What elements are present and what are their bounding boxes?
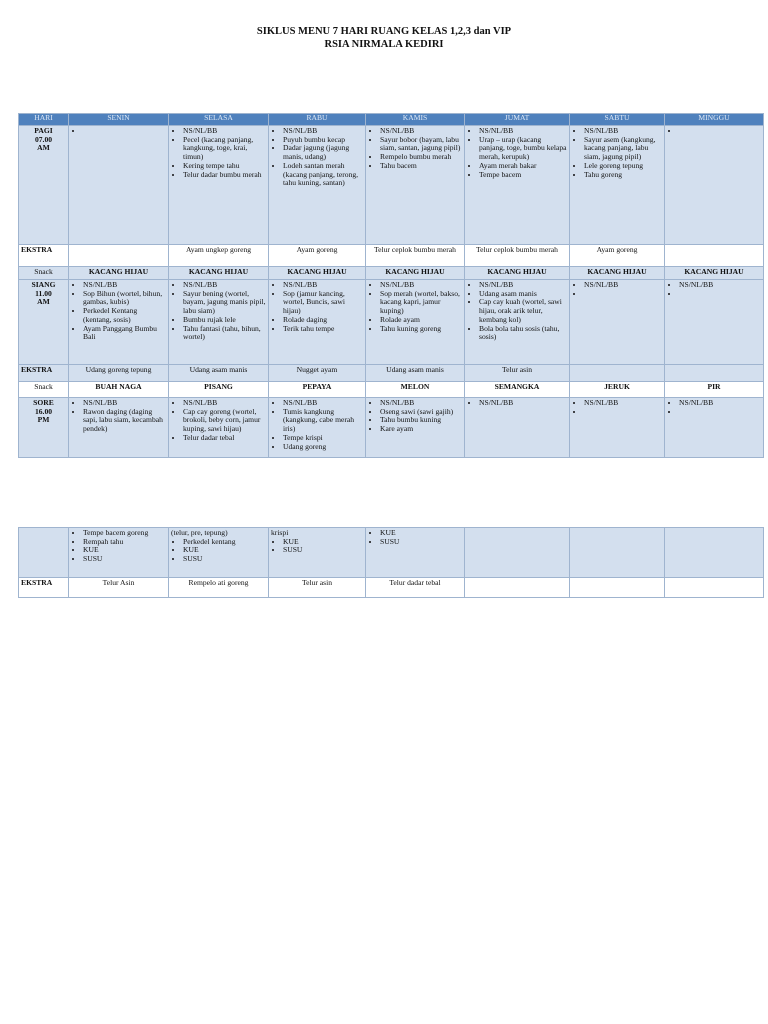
- menu-list: [368, 127, 462, 171]
- list-item: • Dadar jagung (jagung manis, udang): [283, 144, 363, 161]
- menu-list: [171, 538, 266, 564]
- list-item: • NS/NL/BB: [479, 399, 567, 408]
- menu-list: [271, 399, 363, 451]
- list-item: • NS/NL/BB: [83, 399, 166, 408]
- list-item: • NS/NL/BB: [679, 399, 761, 408]
- table-cell: [665, 398, 764, 458]
- list-item: • Puyuh bumbu kecap: [283, 136, 363, 145]
- menu-list: [271, 127, 363, 188]
- table-cell: [366, 398, 465, 458]
- list-item: • Rawon daging (daging sapi, labu siam, kecambah pendek): [83, 408, 166, 434]
- label-line: AM: [37, 143, 50, 153]
- list-item: • Bumbu rujak lele: [183, 316, 266, 325]
- table-cell: [69, 245, 169, 267]
- list-item: • Perkedel kentang: [183, 538, 266, 547]
- menu-list: [271, 538, 363, 555]
- list-item: • NS/NL/BB: [479, 127, 567, 136]
- list-item: • Sayur asem (kangkung, kacang panjang, labu siam, jagung pipil): [584, 136, 662, 162]
- table-cell: Telur Asin: [69, 578, 169, 598]
- column-header: JUMAT: [465, 114, 570, 126]
- list-item: • NS/NL/BB: [679, 281, 761, 290]
- table-cell: [69, 280, 169, 365]
- list-item: • Rolade ayam: [380, 316, 462, 325]
- extra-row: [19, 245, 764, 267]
- menu-list: [71, 281, 166, 342]
- table-cell: [465, 398, 570, 458]
- table-cell: [169, 528, 269, 578]
- cell-text: (telur, pre, tepung): [171, 528, 228, 537]
- list-item: • NS/NL/BB: [283, 399, 363, 408]
- list-item: • Ayam merah bakar: [479, 162, 567, 171]
- column-header: MINGGU: [665, 114, 764, 126]
- menu-list: [171, 281, 266, 342]
- list-item: • Bola bola tahu sosis (tahu, sosis): [479, 325, 567, 342]
- column-header: SENIN: [69, 114, 169, 126]
- list-item: • Sayur bobor (bayam, labu siam, santan, jagung pipil): [380, 136, 462, 153]
- list-item: • Sop merah (wortel, bakso, kacang kapri, jamur kuping): [380, 290, 462, 316]
- list-item: • Oseng sawi (sawi gajih): [380, 408, 462, 417]
- list-item: • Tahu bumbu kuning: [380, 416, 462, 425]
- table-cell: [570, 578, 665, 598]
- list-item: • NS/NL/BB: [584, 399, 662, 408]
- table-cell: [665, 528, 764, 578]
- list-item: • Rolade daging: [283, 316, 363, 325]
- list-item: • Tahu fantasi (tahu, bihun, wortel): [183, 325, 266, 342]
- list-item: • KUE: [380, 529, 462, 538]
- table-cell: SEMANGKA: [465, 382, 570, 398]
- list-item: • SUSU: [83, 555, 166, 564]
- menu-list: [368, 399, 462, 434]
- label-line: SIANG: [31, 280, 56, 289]
- table-cell: Ayam ungkep goreng: [169, 245, 269, 267]
- list-item: • Perkedel Kentang (kentang, sosis): [83, 307, 166, 324]
- table-cell: [570, 398, 665, 458]
- table-cell: [665, 578, 764, 598]
- list-item: • Udang goreng: [283, 443, 363, 452]
- column-header: SABTU: [570, 114, 665, 126]
- list-item: • Tempe krispi: [283, 434, 363, 443]
- table-cell: Ayam goreng: [570, 245, 665, 267]
- list-item: • Kare ayam: [380, 425, 462, 434]
- menu-list: [572, 127, 662, 179]
- table-cell: BUAH NAGA: [69, 382, 169, 398]
- menu-list: [71, 529, 166, 564]
- table-cell: [366, 528, 465, 578]
- list-item: • Sop (jamur kancing, wortel, Buncis, sawi hijau): [283, 290, 363, 316]
- table-cell: [366, 280, 465, 365]
- list-item: • NS/NL/BB: [183, 399, 266, 408]
- menu-list: [572, 281, 662, 298]
- list-item: • Terik tahu tempe: [283, 325, 363, 334]
- table-cell: PIR: [665, 382, 764, 398]
- table-cell: Telur asin: [269, 578, 366, 598]
- list-item: • SUSU: [183, 555, 266, 564]
- list-item: • SUSU: [283, 546, 363, 555]
- menu-list: [467, 281, 567, 342]
- list-item: • Tempe bacem: [479, 171, 567, 180]
- table-cell: Udang goreng tepung: [69, 365, 169, 382]
- table-cell: [269, 280, 366, 365]
- lunch-row: [19, 280, 764, 365]
- continued-row: [19, 528, 764, 578]
- table-cell: [465, 578, 570, 598]
- list-item: • NS/NL/BB: [584, 127, 662, 136]
- menu-list: [171, 399, 266, 443]
- table-cell: [570, 126, 665, 245]
- list-item: • Tahu bacem: [380, 162, 462, 171]
- menu-list: [368, 281, 462, 333]
- list-item: • NS/NL/BB: [183, 127, 266, 136]
- table-cell: [465, 528, 570, 578]
- menu-list: [71, 127, 166, 136]
- column-header: SELASA: [169, 114, 269, 126]
- list-item: • NS/NL/BB: [380, 127, 462, 136]
- label-line: 16.00: [34, 406, 53, 416]
- page-subtitle: RSIA NIRMALA KEDIRI: [324, 39, 444, 50]
- label-line: PAGI: [34, 126, 53, 135]
- table-cell: [570, 365, 665, 382]
- row-label: EKSTRA: [19, 578, 69, 598]
- list-item: • Sayur bening (wortel, bayam, jagung manis pipil, labu siam): [183, 290, 266, 316]
- table-cell: [19, 528, 69, 578]
- label-line: 11.00: [35, 288, 52, 298]
- extra-row: [19, 578, 764, 598]
- list-item: • Telur dadar bumbu merah: [183, 171, 266, 180]
- table-cell: [169, 398, 269, 458]
- dinner-row: [19, 398, 764, 458]
- list-item: • Rempah tahu: [83, 538, 166, 547]
- menu-list: [171, 127, 266, 179]
- table-cell: [69, 398, 169, 458]
- table-cell: [169, 280, 269, 365]
- menu-table-continued: [18, 527, 764, 598]
- table-cell: [665, 245, 764, 267]
- list-item: • Urap – urap (kacang panjang, toge, bumbu kelapa merah, kerupuk): [479, 136, 567, 162]
- table-cell: [169, 126, 269, 245]
- list-item: • SUSU: [380, 538, 462, 547]
- header-row: [19, 114, 764, 126]
- list-item: [679, 290, 761, 299]
- list-item: • KUE: [83, 546, 166, 555]
- table-cell: Ayam goreng: [269, 245, 366, 267]
- table-cell: JERUK: [570, 382, 665, 398]
- list-item: • Rempelo bumbu merah: [380, 153, 462, 162]
- list-item: • KUE: [183, 546, 266, 555]
- menu-list: [667, 399, 761, 416]
- list-item: • Cap cay goreng (wortel, brokoli, beby corn, jamur kuping, sawi hijau): [183, 408, 266, 434]
- list-item: • Tahu goreng: [584, 171, 662, 180]
- meal-time-label: [19, 126, 69, 245]
- list-item: • NS/NL/BB: [380, 281, 462, 290]
- page-title: SIKLUS MENU 7 HARI RUANG KELAS 1,2,3 dan VIP: [256, 26, 512, 37]
- table-cell: Rempelo ati goreng: [169, 578, 269, 598]
- extra-row: [19, 365, 764, 382]
- list-item: [584, 408, 662, 417]
- table-cell: [570, 528, 665, 578]
- list-item: [83, 127, 166, 136]
- label-line: PM: [37, 415, 50, 425]
- table-cell: KACANG HIJAU: [366, 267, 465, 280]
- snack-row: [19, 382, 764, 398]
- menu-list: [71, 399, 166, 434]
- table-cell: Telur ceplok bumbu merah: [465, 245, 570, 267]
- list-item: • NS/NL/BB: [479, 281, 567, 290]
- menu-list: [667, 127, 761, 136]
- menu-table: [18, 113, 764, 458]
- menu-list: [572, 399, 662, 416]
- list-item: • NS/NL/BB: [83, 281, 166, 290]
- table-cell: PISANG: [169, 382, 269, 398]
- table-cell: KACANG HIJAU: [169, 267, 269, 280]
- list-item: • KUE: [283, 538, 363, 547]
- menu-list: [467, 399, 567, 408]
- table-cell: [665, 280, 764, 365]
- column-header: RABU: [269, 114, 366, 126]
- list-item: • Pecel (kacang panjang, kangkung, toge, krai, timun): [183, 136, 266, 162]
- table-cell: Nugget ayam: [269, 365, 366, 382]
- table-cell: [269, 398, 366, 458]
- list-item: • Lodeh santan merah (kacang panjang, terong, tahu kuning, santan): [283, 162, 363, 188]
- list-item: [679, 408, 761, 417]
- list-item: • Kering tempe tahu: [183, 162, 266, 171]
- table-cell: [465, 280, 570, 365]
- menu-list: [368, 529, 462, 546]
- table-cell: Snack: [19, 267, 69, 280]
- table-cell: KACANG HIJAU: [665, 267, 764, 280]
- menu-list: [667, 281, 761, 298]
- list-item: • NS/NL/BB: [283, 127, 363, 136]
- list-item: • Tumis kangkung (kangkung, cabe merah iris): [283, 408, 363, 434]
- list-item: • Udang asam manis: [479, 290, 567, 299]
- table-cell: [366, 126, 465, 245]
- menu-list: [271, 281, 363, 333]
- table-cell: Udang asam manis: [169, 365, 269, 382]
- table-cell: KACANG HIJAU: [570, 267, 665, 280]
- list-item: • Cap cay kuah (wortel, sawi hijau, orak arik telur, kembang kol): [479, 298, 567, 324]
- snack-row: [19, 267, 764, 280]
- list-item: • NS/NL/BB: [283, 281, 363, 290]
- meal-time-label: [19, 398, 69, 458]
- row-label: EKSTRA: [19, 365, 69, 382]
- label-line: SORE: [33, 398, 54, 407]
- table-cell: [69, 126, 169, 245]
- list-item: • Tempe bacem goreng: [83, 529, 166, 538]
- table-cell: Telur dadar tebal: [366, 578, 465, 598]
- list-item: [584, 290, 662, 299]
- table-cell: [465, 126, 570, 245]
- table-cell: [665, 126, 764, 245]
- list-item: • Ayam Panggang Bumbu Bali: [83, 325, 166, 342]
- list-item: • NS/NL/BB: [183, 281, 266, 290]
- table-cell: MELON: [366, 382, 465, 398]
- table-cell: [665, 365, 764, 382]
- list-item: • Lele goreng tepung: [584, 162, 662, 171]
- column-header: KAMIS: [366, 114, 465, 126]
- table-cell: Udang asam manis: [366, 365, 465, 382]
- menu-list: [467, 127, 567, 179]
- meal-time-label: [19, 280, 69, 365]
- list-item: • Telur dadar tebal: [183, 434, 266, 443]
- row-label: EKSTRA: [19, 245, 69, 267]
- table-cell: [570, 280, 665, 365]
- table-cell: KACANG HIJAU: [269, 267, 366, 280]
- label-line: AM: [37, 297, 50, 307]
- table-cell: [269, 528, 366, 578]
- label-line: 07.00: [34, 134, 53, 144]
- list-item: [679, 127, 761, 136]
- table-cell: KACANG HIJAU: [69, 267, 169, 280]
- table-cell: Telur asin: [465, 365, 570, 382]
- table-cell: PEPAYA: [269, 382, 366, 398]
- list-item: • NS/NL/BB: [584, 281, 662, 290]
- table-cell: [69, 528, 169, 578]
- list-item: • Tahu kuning goreng: [380, 325, 462, 334]
- table-cell: [269, 126, 366, 245]
- column-header: HARI: [19, 114, 69, 126]
- table-cell: Snack: [19, 382, 69, 398]
- table-cell: Telur ceplok bumbu merah: [366, 245, 465, 267]
- table-cell: KACANG HIJAU: [465, 267, 570, 280]
- list-item: • NS/NL/BB: [380, 399, 462, 408]
- cell-text: krispi: [271, 528, 289, 537]
- breakfast-row: [19, 126, 764, 245]
- list-item: • Sop Bihun (wortel, bihun, gambas, kubis): [83, 290, 166, 307]
